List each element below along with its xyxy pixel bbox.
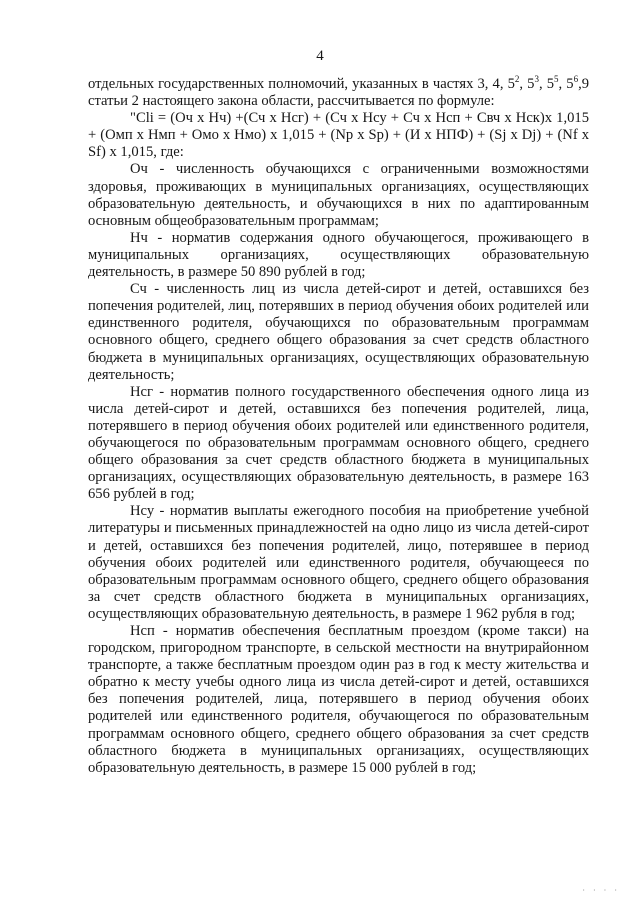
formula-paragraph: "Cli = (Оч х Нч) +(Сч х Нсг) + (Сч х Нсу + Сч х Нсп + Свч х Нск)х 1,015 + (Омп х Нмп + Омо х Нмо) х 1,015 + (Np x Sp) + (И х НПФ) + (Sj x Dj) + (Nf x Sf) х 1,015, где: <box>88 110 589 161</box>
text-segment: , 5 <box>558 76 574 92</box>
text-segment: ,9 статьи 2 настоящего закона области, рассчитывается по формуле: <box>88 76 590 110</box>
paragraph-continuation <box>88 76 589 110</box>
definition-och: Оч - численность обучающихся с ограниченными возможностями здоровья, проживающих в муниципальных организациях, осуществляющих образовательную деятельность, и обучающихся в них по адаптированным основным общеобразовательным программам; <box>88 161 589 229</box>
definition-nsp: Нсп - норматив обеспечения бесплатным проездом (кроме такси) на городском, пригородном транспорте, в сельской местности на внутрирайонном транспорте, а также бесплатным проездом один раз в год к месту жительства и обратно к месту учебы одного лица из числа детей-сирот и детей, оставшихся без попечения родителей, лица, потерявшего в период обучения обоих родителей или единственного родителя, обучающегося по образовательным программам основного общего, среднего общего образования за счет средств областного бюджета в муниципальных организациях, осуществляющих образовательную деятельность, в размере 15 000 рублей в год; <box>88 623 589 776</box>
superscript: 2 <box>514 74 520 85</box>
superscript: 3 <box>534 74 539 85</box>
definition-nsu: Нсу - норматив выплаты ежегодного пособия на приобретение учебной литературы и письменных принадлежностей на одно лицо из числа детей-сирот и детей, оставшихся без попечения родителей, лицо, потерявшее в период обучения обоих родителей или единственного родителя, обучающееся по образовательным программам основного общего, среднего общего образования за счет средств областного бюджета в муниципальных организациях, осуществляющих образовательную деятельность, в размере 1 962 рубля в год; <box>88 503 589 622</box>
scan-artifact-mark: · · · · <box>582 886 620 895</box>
superscript: 6 <box>573 74 579 85</box>
definition-nch: Нч - норматив содержания одного обучающегося, проживающего в муниципальных организациях, осуществляющих образовательную деятельность, в размере 50 890 рублей в год; <box>88 229 589 281</box>
page-number: 4 <box>316 48 324 64</box>
text-segment: , 5 <box>519 76 535 92</box>
superscript: 5 <box>554 74 559 85</box>
document-body <box>88 76 589 777</box>
text-segment: , 5 <box>538 76 555 92</box>
definition-nsg: Нсг - норматив полного государственного обеспечения одного лица из числа детей-сирот и детей, оставшихся без попечения родителей, лица, потерявшего в период обучения обоих родителей или единственного родителя, обучающегося по образовательным программам основного общего, среднего общего образования за счет средств областного бюджета в муниципальных организациях, осуществляющих образовательную деятельность, в размере 163 656 рублей в год; <box>88 383 589 503</box>
text-segment: отдельных государственных полномочий, указанных в частях 3, 4, 5 <box>88 76 515 92</box>
definition-sch: Сч - численность лиц из числа детей-сирот и детей, оставшихся без попечения родителей, лиц, потерявших в период обучения обоих родителей или единственного родителя, обучающихся по образовательным программам основного общего, среднего общего образования за счет средств областного бюджета в муниципальных организациях, осуществляющих образовательную деятельность; <box>88 281 589 383</box>
